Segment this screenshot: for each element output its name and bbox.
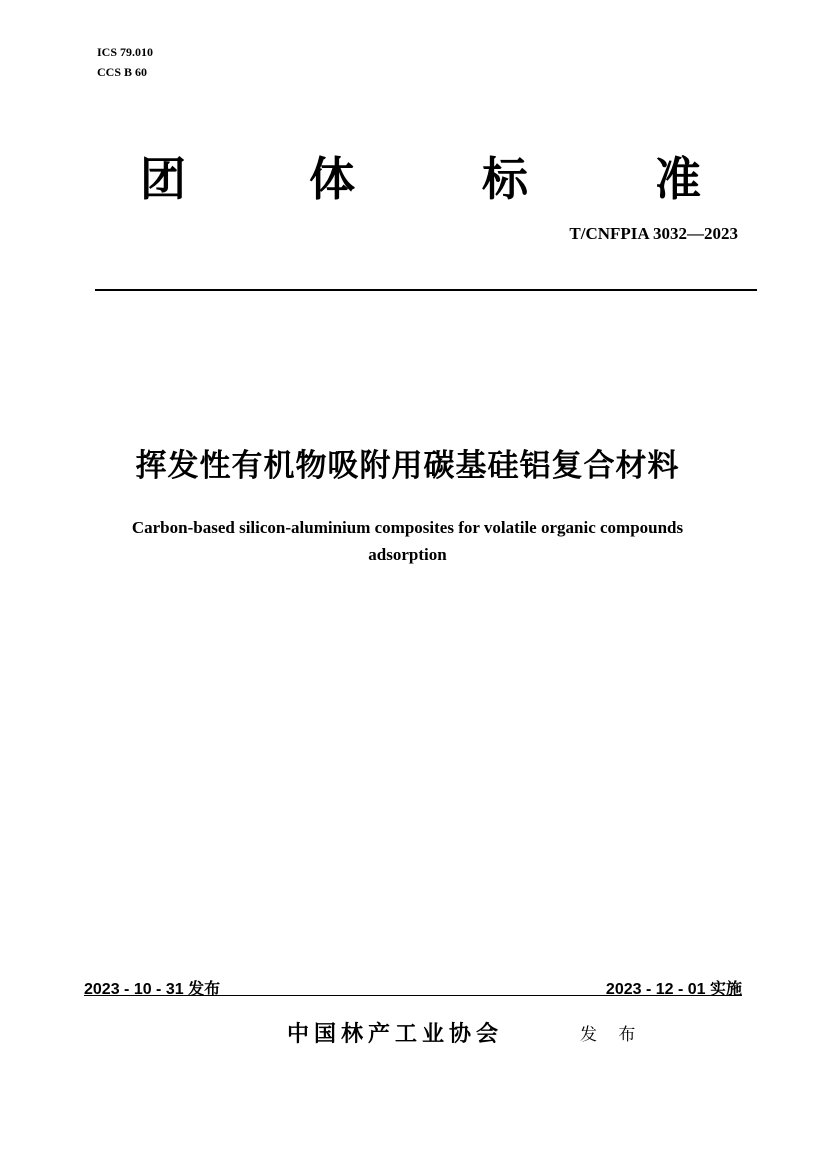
title-english-line: adsorption: [368, 545, 447, 564]
bottom-divider: [84, 995, 742, 996]
title-chinese: 挥发性有机物吸附用碳基硅铝复合材料: [135, 448, 680, 484]
title-english-line: Carbon-based silicon-aluminium composites for volatile organic compounds: [131, 518, 684, 537]
ics-code: ICS 79.010: [97, 45, 154, 59]
heading-char: 体: [309, 152, 355, 206]
classification-codes: [97, 42, 153, 82]
standard-type-heading: [95, 143, 755, 213]
title-english: [0, 514, 815, 568]
implement-date: 2023 - 12 - 01 实施: [605, 981, 742, 998]
standard-number: T/CNFPIA 3032—2023: [569, 224, 738, 243]
ccs-code: CCS B 60: [97, 65, 148, 79]
heading-char: 标: [482, 152, 528, 206]
publish-date: 2023 - 10 - 31 发布: [84, 981, 221, 998]
publish-label: 发 布: [580, 1025, 644, 1045]
heading-char: 团: [140, 152, 186, 206]
heading-char: 准: [655, 152, 701, 206]
top-divider: [95, 289, 757, 291]
publisher-name: 中国林产工业协会: [287, 1022, 504, 1047]
